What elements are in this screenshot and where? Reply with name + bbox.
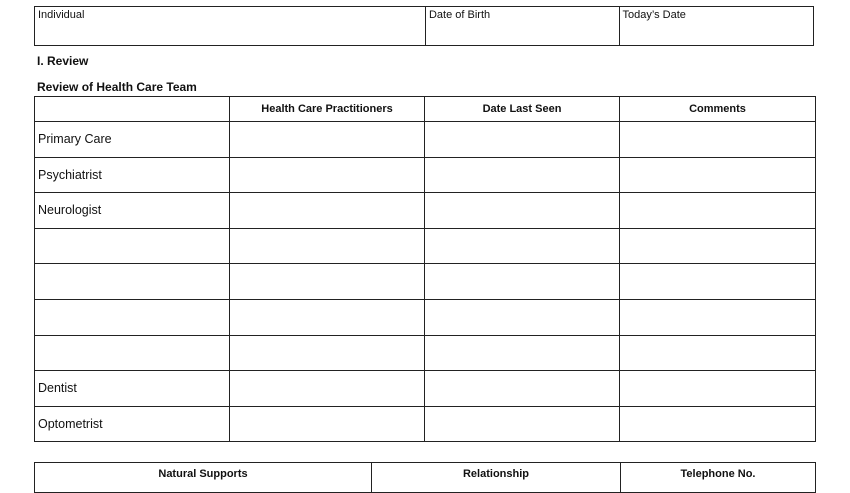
practitioner-cell (230, 335, 425, 371)
comments-field[interactable] (620, 336, 815, 371)
table-row (35, 122, 816, 158)
practitioner-field[interactable] (230, 122, 424, 157)
role-cell: Primary Care (35, 122, 230, 158)
date-last-seen-cell (425, 335, 620, 371)
practitioner-cell (230, 371, 425, 407)
column-header-practitioners: Health Care Practitioners (230, 97, 425, 122)
date-of-birth-label: Date of Birth (428, 9, 491, 21)
practitioner-field[interactable] (230, 158, 424, 193)
table-row (35, 157, 816, 193)
comments-field[interactable] (620, 300, 815, 335)
comments-field[interactable] (620, 229, 815, 264)
role-cell: Psychiatrist (35, 157, 230, 193)
comments-field[interactable] (620, 371, 815, 406)
comments-cell (620, 264, 816, 300)
todays-date-field[interactable] (622, 23, 812, 43)
comments-cell (620, 335, 816, 371)
date-last-seen-cell (425, 299, 620, 335)
practitioner-field[interactable] (230, 264, 424, 299)
date-last-seen-cell (425, 228, 620, 264)
date-of-birth-field[interactable] (428, 23, 617, 43)
date-last-seen-field[interactable] (425, 158, 619, 193)
practitioner-cell (230, 299, 425, 335)
individual-label: Individual (38, 9, 85, 21)
practitioner-field[interactable] (230, 300, 424, 335)
table-header-row (35, 463, 816, 493)
role-cell[interactable] (35, 299, 230, 335)
practitioner-cell (230, 406, 425, 442)
health-care-team-table (34, 96, 816, 442)
date-last-seen-field[interactable] (425, 264, 619, 299)
role-cell[interactable] (35, 264, 230, 300)
todays-date-cell (620, 7, 814, 45)
role-cell[interactable] (35, 228, 230, 264)
column-header-natural-supports: Natural Supports (35, 463, 372, 493)
health-care-team-title: Review of Health Care Team (37, 80, 197, 94)
individual-field[interactable] (37, 23, 423, 43)
table-header-row (35, 97, 816, 122)
column-header-telephone: Telephone No. (621, 463, 816, 493)
role-cell[interactable] (35, 335, 230, 371)
comments-cell (620, 157, 816, 193)
date-last-seen-cell (425, 122, 620, 158)
comments-cell (620, 122, 816, 158)
date-last-seen-field[interactable] (425, 371, 619, 406)
comments-cell (620, 228, 816, 264)
column-header-relationship: Relationship (372, 463, 621, 493)
date-last-seen-field[interactable] (425, 229, 619, 264)
comments-field[interactable] (620, 158, 815, 193)
comments-cell (620, 371, 816, 407)
practitioner-cell (230, 122, 425, 158)
date-of-birth-cell (426, 7, 620, 45)
natural-supports-table (34, 462, 816, 493)
date-last-seen-field[interactable] (425, 122, 619, 157)
comments-field[interactable] (620, 264, 815, 299)
todays-date-label: Today’s Date (622, 9, 686, 21)
section-heading: I. Review (37, 54, 89, 68)
date-last-seen-cell (425, 406, 620, 442)
date-last-seen-field[interactable] (425, 300, 619, 335)
table-row (35, 228, 816, 264)
table-row (35, 264, 816, 300)
date-last-seen-field[interactable] (425, 407, 619, 442)
comments-field[interactable] (620, 193, 815, 228)
date-last-seen-field[interactable] (425, 336, 619, 371)
table-row (35, 193, 816, 229)
date-last-seen-cell (425, 193, 620, 229)
table-row (35, 299, 816, 335)
practitioner-field[interactable] (230, 229, 424, 264)
column-header-date-last-seen: Date Last Seen (425, 97, 620, 122)
date-last-seen-cell (425, 371, 620, 407)
practitioner-cell (230, 193, 425, 229)
practitioner-cell (230, 264, 425, 300)
comments-cell (620, 193, 816, 229)
practitioner-cell (230, 228, 425, 264)
role-cell: Optometrist (35, 406, 230, 442)
comments-cell (620, 406, 816, 442)
practitioner-field[interactable] (230, 193, 424, 228)
practitioner-field[interactable] (230, 336, 424, 371)
column-header-comments: Comments (620, 97, 816, 122)
date-last-seen-cell (425, 264, 620, 300)
date-last-seen-field[interactable] (425, 193, 619, 228)
individual-cell (35, 7, 426, 45)
comments-field[interactable] (620, 407, 815, 442)
column-header (35, 97, 230, 122)
practitioner-cell (230, 157, 425, 193)
table-row (35, 335, 816, 371)
header-info-box (34, 6, 814, 46)
practitioner-field[interactable] (230, 407, 424, 442)
date-last-seen-cell (425, 157, 620, 193)
table-row (35, 371, 816, 407)
role-cell: Dentist (35, 371, 230, 407)
role-cell: Neurologist (35, 193, 230, 229)
comments-field[interactable] (620, 122, 815, 157)
table-row (35, 406, 816, 442)
comments-cell (620, 299, 816, 335)
practitioner-field[interactable] (230, 371, 424, 406)
